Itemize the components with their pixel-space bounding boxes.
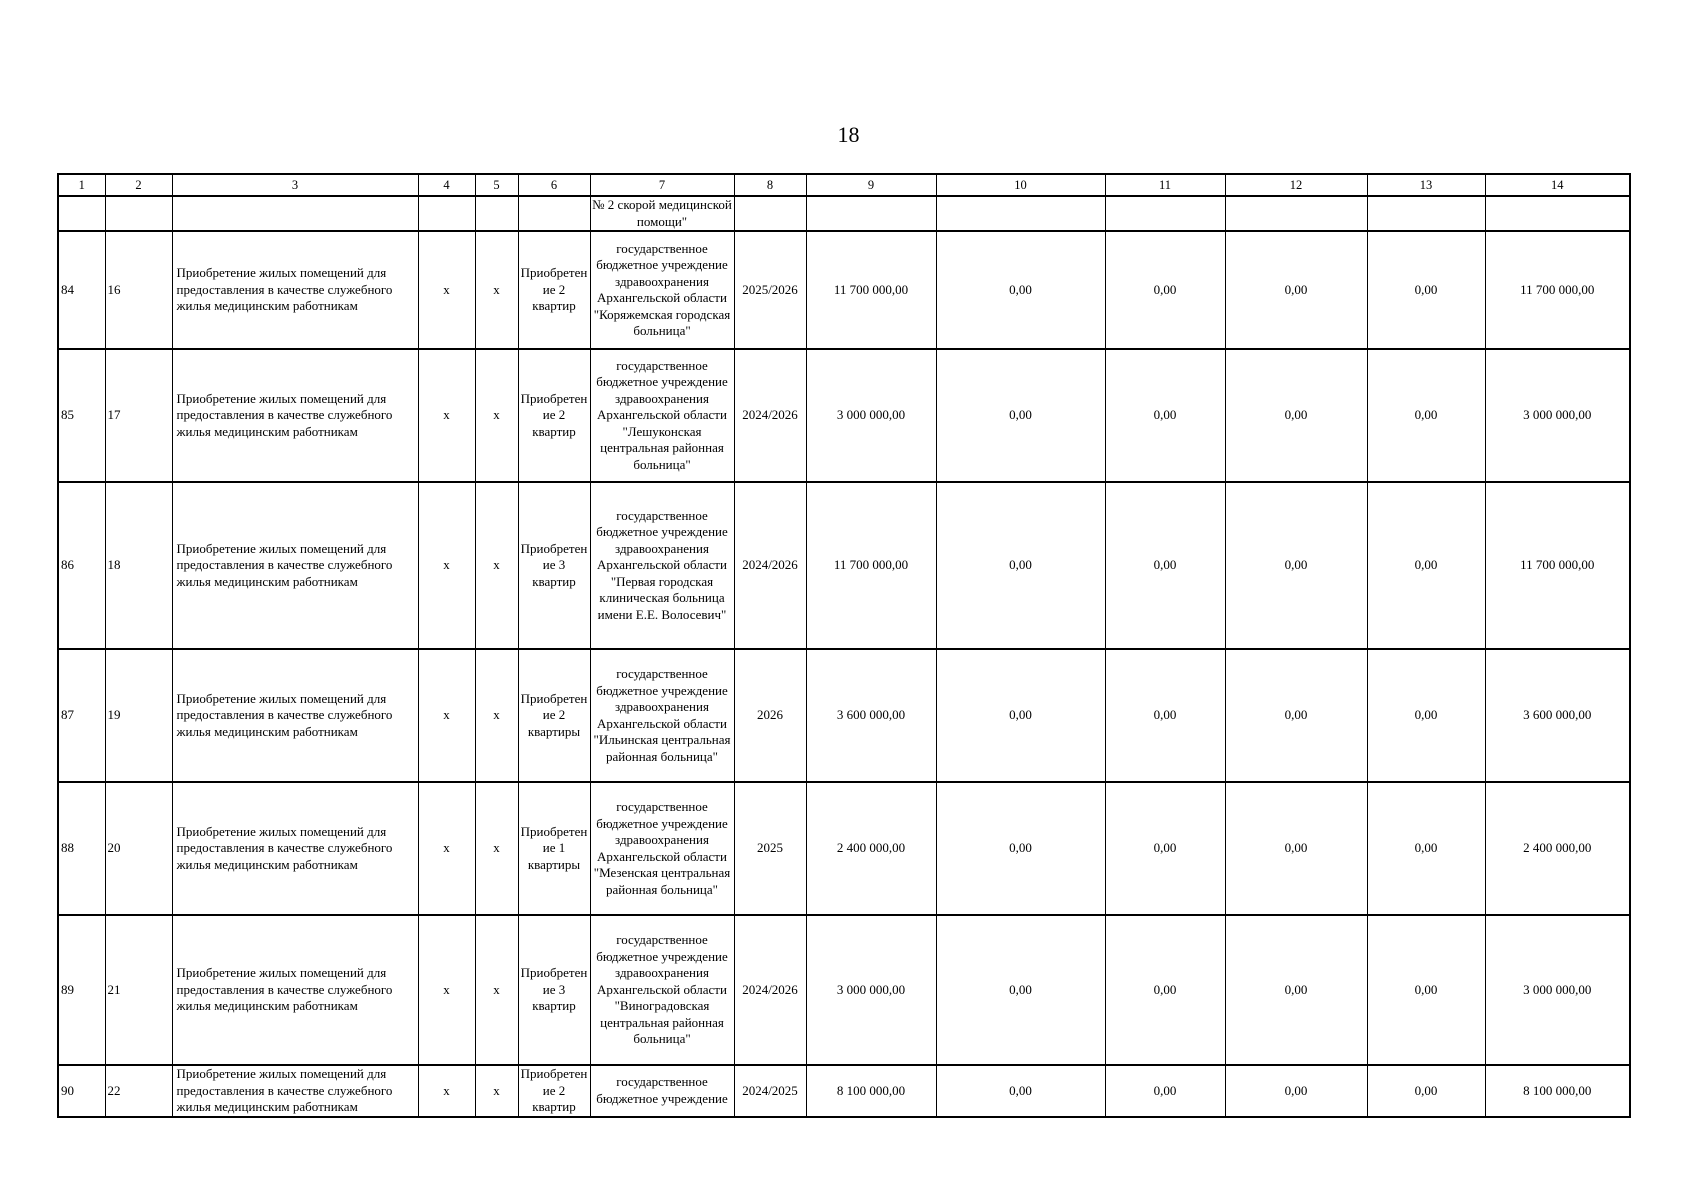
- column-11-cell: 0,00: [1105, 782, 1225, 915]
- column-5-cell: x: [475, 1065, 518, 1117]
- total-amount-cell: 8 100 000,00: [806, 1065, 936, 1117]
- row-number-cell: 87: [58, 649, 105, 782]
- column-10-cell: 0,00: [936, 482, 1105, 649]
- column-12-cell: 0,00: [1225, 782, 1367, 915]
- header-cell: 14: [1485, 174, 1630, 196]
- subitem-number-cell: 22: [105, 1065, 172, 1117]
- table-row: [58, 482, 1630, 649]
- period-cell: 2026: [734, 649, 806, 782]
- column-13-cell: 0,00: [1367, 231, 1485, 349]
- column-13-cell: 0,00: [1367, 1065, 1485, 1117]
- column-5-cell: x: [475, 231, 518, 349]
- row-number-cell: 89: [58, 915, 105, 1065]
- capacity-cell: Приобретение 3 квартир: [518, 482, 590, 649]
- organization-cell: государственное бюджетное учреждение здравоохранения Архангельской области "Виноградовская центральная районная больница": [590, 915, 734, 1065]
- column-13-cell: 0,00: [1367, 915, 1485, 1065]
- total-amount-cell: 11 700 000,00: [806, 482, 936, 649]
- column-12-cell: 0,00: [1225, 349, 1367, 482]
- column-12-cell: 0,00: [1225, 482, 1367, 649]
- measure-name-cell: Приобретение жилых помещений для предоставления в качестве служебного жилья медицинским работникам: [172, 1065, 418, 1117]
- column-4-cell: x: [418, 349, 475, 482]
- table-cell: [1367, 196, 1485, 231]
- table-row: [58, 349, 1630, 482]
- measure-name-cell: Приобретение жилых помещений для предоставления в качестве служебного жилья медицинским работникам: [172, 649, 418, 782]
- capacity-cell: Приобретение 2 квартир: [518, 231, 590, 349]
- organization-cell: государственное бюджетное учреждение: [590, 1065, 734, 1117]
- subitem-number-cell: 19: [105, 649, 172, 782]
- column-14-cell: 8 100 000,00: [1485, 1065, 1630, 1117]
- header-cell: 3: [172, 174, 418, 196]
- column-13-cell: 0,00: [1367, 349, 1485, 482]
- column-10-cell: 0,00: [936, 349, 1105, 482]
- organization-cell: государственное бюджетное учреждение здравоохранения Архангельской области "Первая городская клиническая больница имени Е.Е. Волосевич": [590, 482, 734, 649]
- column-5-cell: x: [475, 349, 518, 482]
- header-cell: 12: [1225, 174, 1367, 196]
- header-cell: 7: [590, 174, 734, 196]
- row-number-cell: 85: [58, 349, 105, 482]
- organization-cell: государственное бюджетное учреждение здравоохранения Архангельской области "Ильинская центральная районная больница": [590, 649, 734, 782]
- column-14-cell: 3 000 000,00: [1485, 349, 1630, 482]
- table-row: [58, 782, 1630, 915]
- column-4-cell: x: [418, 649, 475, 782]
- row-number-cell: 88: [58, 782, 105, 915]
- table-cell: [475, 196, 518, 231]
- column-14-cell: 11 700 000,00: [1485, 482, 1630, 649]
- table-header-row: [58, 174, 1630, 196]
- column-12-cell: 0,00: [1225, 231, 1367, 349]
- organization-cell: государственное бюджетное учреждение здравоохранения Архангельской области "Мезенская центральная районная больница": [590, 782, 734, 915]
- column-14-cell: 11 700 000,00: [1485, 231, 1630, 349]
- measure-name-cell: Приобретение жилых помещений для предоставления в качестве служебного жилья медицинским работникам: [172, 915, 418, 1065]
- total-amount-cell: 3 000 000,00: [806, 915, 936, 1065]
- table-cell: [936, 196, 1105, 231]
- capacity-cell: Приобретение 3 квартир: [518, 915, 590, 1065]
- header-cell: 4: [418, 174, 475, 196]
- table-cell: [806, 196, 936, 231]
- organization-cell: № 2 скорой медицинской помощи": [590, 196, 734, 231]
- capacity-cell: Приобретение 2 квартир: [518, 1065, 590, 1117]
- organization-cell: государственное бюджетное учреждение здравоохранения Архангельской области "Коряжемская городская больница": [590, 231, 734, 349]
- column-11-cell: 0,00: [1105, 231, 1225, 349]
- header-cell: 1: [58, 174, 105, 196]
- subitem-number-cell: 16: [105, 231, 172, 349]
- column-4-cell: x: [418, 482, 475, 649]
- table-cell: [58, 196, 105, 231]
- total-amount-cell: 2 400 000,00: [806, 782, 936, 915]
- total-amount-cell: 11 700 000,00: [806, 231, 936, 349]
- subitem-number-cell: 20: [105, 782, 172, 915]
- header-cell: 9: [806, 174, 936, 196]
- measure-name-cell: Приобретение жилых помещений для предоставления в качестве служебного жилья медицинским работникам: [172, 782, 418, 915]
- organization-cell: государственное бюджетное учреждение здравоохранения Архангельской области "Лешуконская центральная районная больница": [590, 349, 734, 482]
- period-cell: 2024/2026: [734, 482, 806, 649]
- header-cell: 5: [475, 174, 518, 196]
- header-cell: 13: [1367, 174, 1485, 196]
- period-cell: 2025/2026: [734, 231, 806, 349]
- header-cell: 6: [518, 174, 590, 196]
- column-10-cell: 0,00: [936, 1065, 1105, 1117]
- row-number-cell: 90: [58, 1065, 105, 1117]
- column-11-cell: 0,00: [1105, 1065, 1225, 1117]
- table-cell: [1225, 196, 1367, 231]
- table-cell: [105, 196, 172, 231]
- period-cell: 2024/2026: [734, 349, 806, 482]
- column-5-cell: x: [475, 649, 518, 782]
- column-4-cell: x: [418, 915, 475, 1065]
- column-4-cell: x: [418, 231, 475, 349]
- table-cell: [418, 196, 475, 231]
- column-11-cell: 0,00: [1105, 349, 1225, 482]
- table-row: [58, 915, 1630, 1065]
- capacity-cell: Приобретение 2 квартир: [518, 349, 590, 482]
- header-cell: 11: [1105, 174, 1225, 196]
- total-amount-cell: 3 000 000,00: [806, 349, 936, 482]
- column-12-cell: 0,00: [1225, 649, 1367, 782]
- column-5-cell: x: [475, 915, 518, 1065]
- budget-table: [57, 173, 1631, 1118]
- column-4-cell: x: [418, 1065, 475, 1117]
- total-amount-cell: 3 600 000,00: [806, 649, 936, 782]
- column-4-cell: x: [418, 782, 475, 915]
- subitem-number-cell: 18: [105, 482, 172, 649]
- measure-name-cell: Приобретение жилых помещений для предоставления в качестве служебного жилья медицинским работникам: [172, 231, 418, 349]
- column-14-cell: 3 000 000,00: [1485, 915, 1630, 1065]
- table-cell: [1485, 196, 1630, 231]
- column-11-cell: 0,00: [1105, 649, 1225, 782]
- table-cell: [518, 196, 590, 231]
- table-row: [58, 1065, 1630, 1117]
- column-14-cell: 3 600 000,00: [1485, 649, 1630, 782]
- column-10-cell: 0,00: [936, 649, 1105, 782]
- column-5-cell: x: [475, 482, 518, 649]
- column-13-cell: 0,00: [1367, 649, 1485, 782]
- continuation-row: [58, 196, 1630, 231]
- table-cell: [172, 196, 418, 231]
- column-12-cell: 0,00: [1225, 915, 1367, 1065]
- capacity-cell: Приобретение 2 квартиры: [518, 649, 590, 782]
- table-cell: [1105, 196, 1225, 231]
- header-cell: 2: [105, 174, 172, 196]
- table-row: [58, 231, 1630, 349]
- column-5-cell: x: [475, 782, 518, 915]
- column-11-cell: 0,00: [1105, 482, 1225, 649]
- period-cell: 2024/2026: [734, 915, 806, 1065]
- subitem-number-cell: 21: [105, 915, 172, 1065]
- capacity-cell: Приобретение 1 квартиры: [518, 782, 590, 915]
- column-11-cell: 0,00: [1105, 915, 1225, 1065]
- header-cell: 10: [936, 174, 1105, 196]
- column-13-cell: 0,00: [1367, 782, 1485, 915]
- row-number-cell: 84: [58, 231, 105, 349]
- page-number: 18: [837, 122, 860, 147]
- column-12-cell: 0,00: [1225, 1065, 1367, 1117]
- measure-name-cell: Приобретение жилых помещений для предоставления в качестве служебного жилья медицинским работникам: [172, 482, 418, 649]
- column-14-cell: 2 400 000,00: [1485, 782, 1630, 915]
- column-13-cell: 0,00: [1367, 482, 1485, 649]
- column-10-cell: 0,00: [936, 915, 1105, 1065]
- table-row: [58, 649, 1630, 782]
- column-10-cell: 0,00: [936, 782, 1105, 915]
- subitem-number-cell: 17: [105, 349, 172, 482]
- column-10-cell: 0,00: [936, 231, 1105, 349]
- period-cell: 2025: [734, 782, 806, 915]
- measure-name-cell: Приобретение жилых помещений для предоставления в качестве служебного жилья медицинским работникам: [172, 349, 418, 482]
- row-number-cell: 86: [58, 482, 105, 649]
- period-cell: 2024/2025: [734, 1065, 806, 1117]
- table-cell: [734, 196, 806, 231]
- header-cell: 8: [734, 174, 806, 196]
